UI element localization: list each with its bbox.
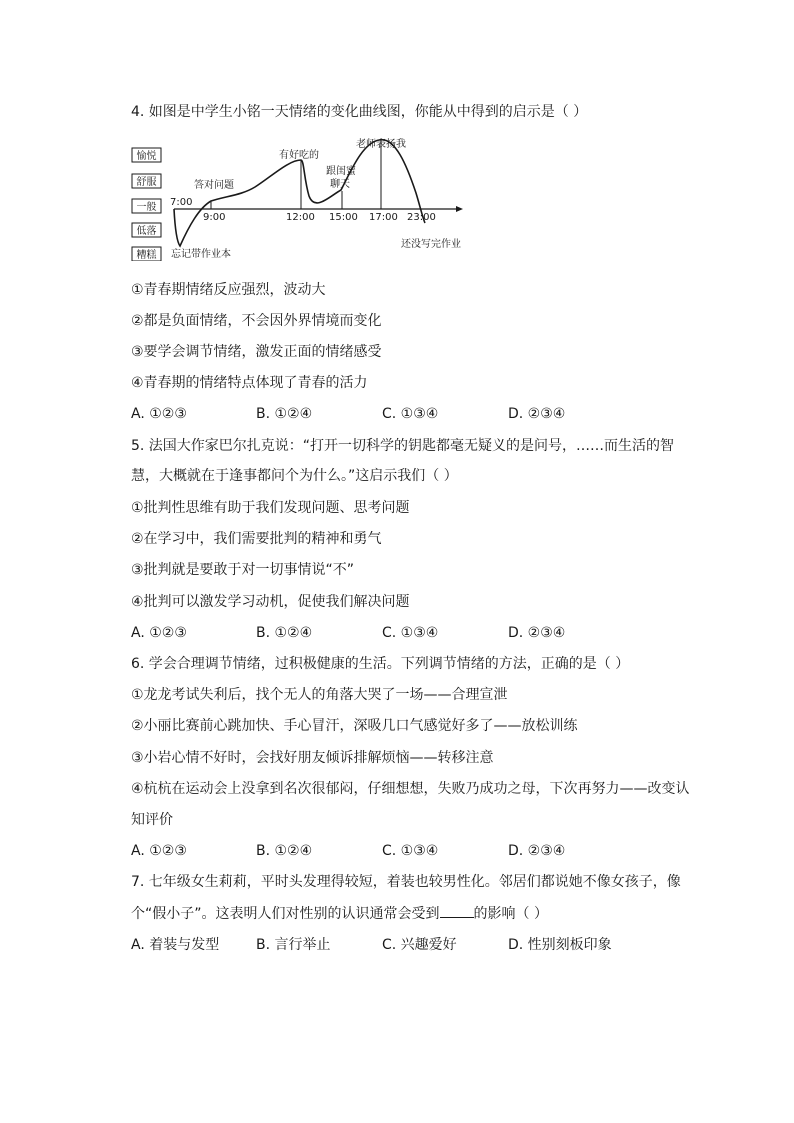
level-label-2: 舒服 <box>136 177 157 188</box>
annotation-unfinished-homework: 还没写完作业 <box>401 239 461 250</box>
q4-option-d: D. ②③④ <box>508 406 566 422</box>
level-label-5: 糟糕 <box>136 250 157 261</box>
level-boxes <box>132 148 161 261</box>
q4-stem: 4. 如图是中学生小铭一天情绪的变化曲线图，你能从中得到的启示是（ ） <box>131 104 588 120</box>
q7-option-c: C. 兴趣爱好 <box>382 937 457 953</box>
q4-item-3: ③要学会调节情绪，激发正面的情绪感受 <box>131 344 382 360</box>
q7-stem-line-1: 7. 七年级女生莉莉，平时头发理得较短，着装也较男性化。邻居们都说她不像女孩子，像 <box>131 874 681 890</box>
q5-option-d: D. ②③④ <box>508 625 566 641</box>
q5-option-b: B. ①②④ <box>256 625 313 641</box>
level-label-4: 低落 <box>136 226 157 237</box>
level-label-1: 愉悦 <box>136 151 157 162</box>
answer-blank <box>440 904 474 918</box>
q5-option-c: C. ①③④ <box>382 625 439 641</box>
annotation-praise: 老师表扬我 <box>356 139 406 150</box>
q7-option-b: B. 言行举止 <box>256 937 331 953</box>
annotation-chat-2: 聊天 <box>330 179 350 190</box>
q5-item-3: ③批判就是要敢于对一切事情说“不” <box>131 562 355 578</box>
time-label-12: 12:00 <box>286 212 315 223</box>
q7-stem-line-2-a: 个“假小子”。这表明人们对性别的认识通常会受到 <box>131 906 440 922</box>
q6-item-4: ④杭杭在运动会上没拿到名次很郁闷，仔细想想，失败乃成功之母，下次再努力——改变认 <box>131 781 690 797</box>
time-label-15: 15:00 <box>329 212 358 223</box>
q4-item-2: ②都是负面情绪，不会因外界情境而变化 <box>131 313 382 329</box>
q5-option-a: A. ①②③ <box>131 625 187 641</box>
time-label-7: 7:00 <box>170 197 193 208</box>
q4-option-a: A. ①②③ <box>131 406 187 422</box>
q6-option-c: C. ①③④ <box>382 843 439 859</box>
annotation-chat: 跟闺蜜 <box>326 166 356 177</box>
q6-item-4-cont: 知评价 <box>131 812 173 828</box>
q6-item-1: ①龙龙考试失利后，找个无人的角落大哭了一场——合理宣泄 <box>131 687 508 703</box>
q4-item-4: ④青春期的情绪特点体现了青春的活力 <box>131 375 368 391</box>
q6-item-3: ③小岩心情不好时，会找好朋友倾诉排解烦恼——转移注意 <box>131 750 494 766</box>
q7-stem-line-2 <box>131 904 548 923</box>
q6-item-2: ②小丽比赛前心跳加快、手心冒汗，深吸几口气感觉好多了——放松训练 <box>131 718 578 734</box>
time-label-9: 9:00 <box>203 212 226 223</box>
q5-item-4: ④批判可以激发学习动机，促使我们解决问题 <box>131 594 410 610</box>
x-axis-arrow <box>456 206 463 212</box>
time-label-23: 23:00 <box>407 212 436 223</box>
q5-stem-line-1: 5. 法国大作家巴尔扎克说：“打开一切科学的钥匙都毫无疑义的是问号，……而生活的智 <box>131 438 675 454</box>
annotation-good-food: 有好吃的 <box>279 150 319 161</box>
level-label-3: 一般 <box>136 202 157 213</box>
annotation-forgot-homework: 忘记带作业本 <box>171 249 231 260</box>
q5-item-2: ②在学习中，我们需要批判的精神和勇气 <box>131 531 382 547</box>
q7-stem-line-2-b: 的影响（ ） <box>473 906 548 922</box>
q5-item-1: ①批判性思维有助于我们发现问题、思考问题 <box>131 500 410 516</box>
q4-option-c: C. ①③④ <box>382 406 439 422</box>
q6-stem: 6. 学会合理调节情绪，过积极健康的生活。下列调节情绪的方法，正确的是（ ） <box>131 656 630 672</box>
annotation-correct-answer: 答对问题 <box>194 180 234 191</box>
emotion-line-chart <box>131 136 471 261</box>
q6-option-b: B. ①②④ <box>256 843 313 859</box>
q4-item-1: ①青春期情绪反应强烈，波动大 <box>131 282 326 298</box>
q4-option-b: B. ①②④ <box>256 406 313 422</box>
q5-stem-line-2: 慧，大概就在于逢事都问个为什么。”这启示我们（ ） <box>131 468 458 484</box>
q6-option-d: D. ②③④ <box>508 843 566 859</box>
q7-option-d: D. 性别刻板印象 <box>508 937 612 953</box>
q7-option-a: A. 着装与发型 <box>131 937 220 953</box>
time-label-17: 17:00 <box>369 212 398 223</box>
q6-option-a: A. ①②③ <box>131 843 187 859</box>
